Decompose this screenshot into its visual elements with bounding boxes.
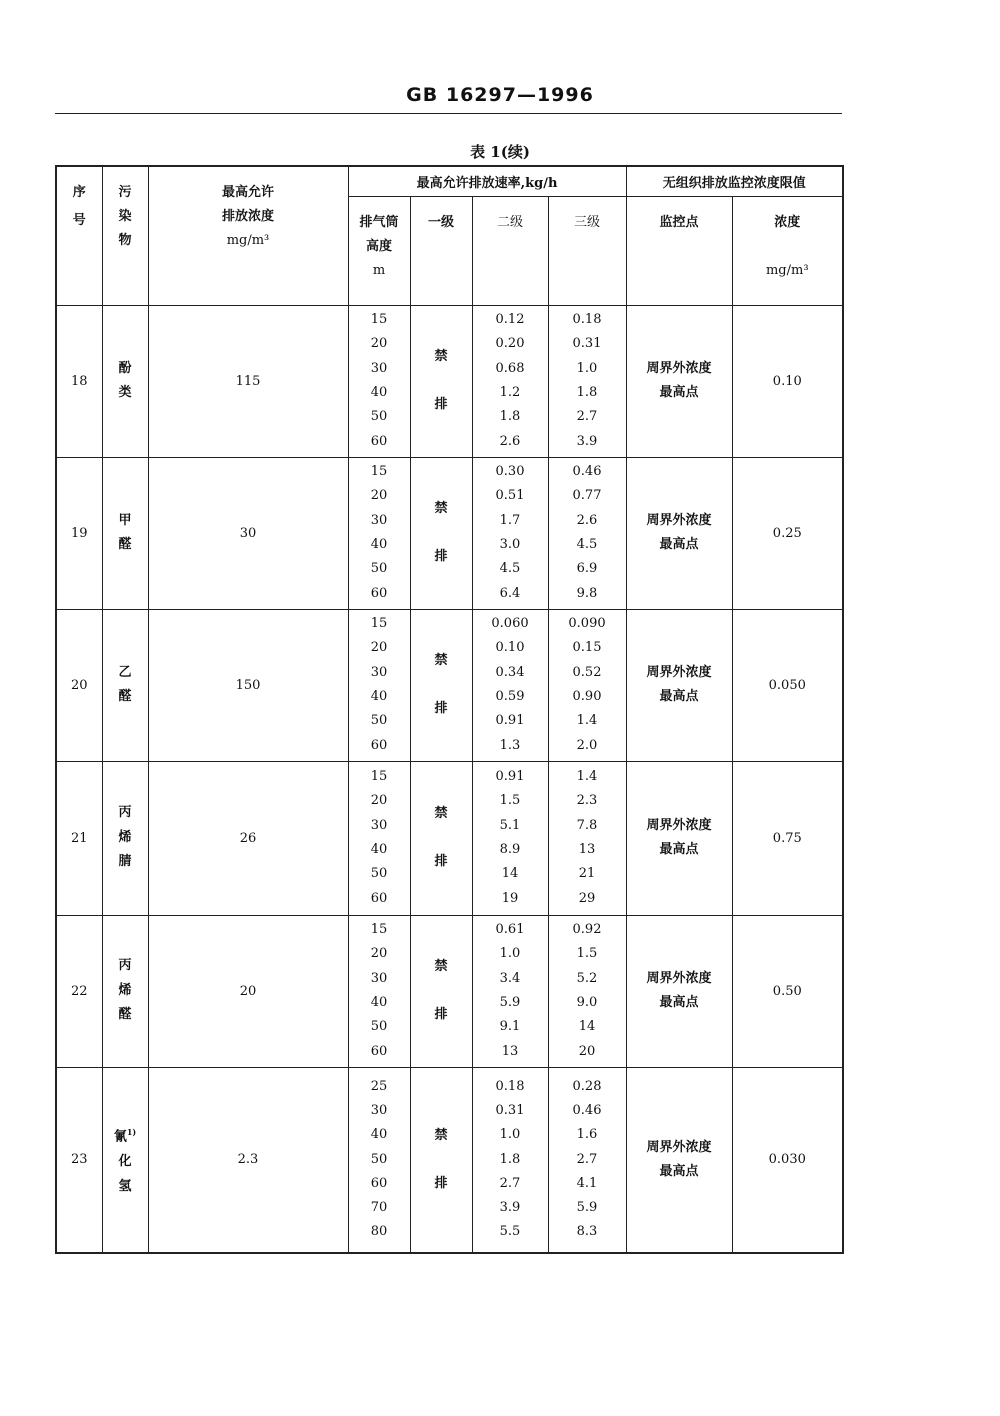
row-monitor-point bbox=[626, 609, 732, 761]
stack-height-value: 15 bbox=[370, 769, 388, 785]
stack-height-value: 40 bbox=[370, 689, 388, 704]
pollutant-char: 化 bbox=[118, 1154, 132, 1170]
monitor-point-line: 周界外浓度 bbox=[646, 818, 712, 833]
monitor-point-line: 最高点 bbox=[659, 995, 699, 1010]
row-level3 bbox=[548, 457, 626, 609]
level3-value: 0.90 bbox=[572, 689, 602, 704]
pollutant-char: 酚 bbox=[118, 360, 132, 376]
row-stack-heights bbox=[348, 761, 410, 915]
level2-value: 13 bbox=[501, 1043, 519, 1059]
row-level1 bbox=[410, 1067, 472, 1253]
pollutant-char: 乙 bbox=[118, 664, 132, 680]
level3-value: 4.5 bbox=[576, 537, 598, 552]
level2-value: 0.30 bbox=[495, 464, 525, 480]
level2-value: 1.0 bbox=[499, 1127, 521, 1143]
row-seq: 18 bbox=[56, 305, 102, 457]
row-stack-heights bbox=[348, 457, 410, 609]
level2-value: 1.8 bbox=[499, 409, 521, 425]
row-concentration: 0.050 bbox=[732, 609, 843, 761]
row-level1 bbox=[410, 609, 472, 761]
row-concentration: 0.50 bbox=[732, 915, 843, 1067]
level3-value: 1.4 bbox=[576, 769, 598, 785]
level2-value: 8.9 bbox=[499, 842, 521, 857]
header-level1: 一级 bbox=[410, 196, 472, 305]
stack-height-value: 60 bbox=[370, 433, 388, 449]
level1-char: 禁 bbox=[434, 959, 448, 974]
header-level3: 三级 bbox=[548, 196, 626, 305]
row-max-concentration: 30 bbox=[148, 457, 348, 609]
stack-height-value: 50 bbox=[370, 1019, 388, 1035]
row-level1 bbox=[410, 457, 472, 609]
level1-char: 禁 bbox=[434, 1127, 448, 1143]
level3-value: 0.52 bbox=[572, 664, 602, 680]
pollutant-char: 甲 bbox=[118, 512, 132, 528]
level2-value: 5.9 bbox=[499, 995, 521, 1010]
level3-value: 0.28 bbox=[572, 1078, 602, 1094]
header-max-concentration: 最高允许 排放浓度 mg/m³ bbox=[148, 166, 348, 305]
level3-value: 29 bbox=[578, 890, 596, 906]
table-row bbox=[56, 305, 843, 457]
level2-value: 1.7 bbox=[499, 512, 521, 528]
level2-value: 9.1 bbox=[499, 1019, 521, 1035]
level2-value: 14 bbox=[501, 866, 519, 882]
level3-value: 0.31 bbox=[572, 336, 602, 352]
stack-height-value: 40 bbox=[370, 842, 388, 857]
table-caption: 表 1(续) bbox=[470, 143, 530, 161]
stack-height-value: 40 bbox=[370, 1127, 388, 1143]
pollutant-char: 醛 bbox=[118, 689, 132, 704]
stack-height-value: 80 bbox=[370, 1224, 388, 1240]
stack-height-value: 60 bbox=[370, 1043, 388, 1059]
row-seq: 21 bbox=[56, 761, 102, 915]
level2-value: 2.7 bbox=[499, 1175, 521, 1191]
level3-value: 2.0 bbox=[576, 737, 598, 753]
level2-value: 0.91 bbox=[495, 769, 525, 785]
stack-height-value: 15 bbox=[370, 922, 388, 938]
table-row bbox=[56, 761, 843, 915]
level3-value: 0.18 bbox=[572, 312, 602, 328]
level3-value: 5.9 bbox=[576, 1200, 598, 1216]
stack-height-value: 50 bbox=[370, 713, 388, 729]
stack-height-value: 40 bbox=[370, 537, 388, 552]
level2-value: 0.68 bbox=[495, 360, 525, 376]
monitor-point-line: 最高点 bbox=[659, 842, 699, 857]
stack-height-value: 20 bbox=[370, 488, 388, 504]
header-stack-height: 排气筒 高度 m bbox=[348, 196, 410, 305]
level3-value: 2.3 bbox=[576, 793, 598, 809]
level1-char: 禁 bbox=[434, 501, 448, 516]
level2-value: 0.20 bbox=[495, 336, 525, 352]
row-seq: 22 bbox=[56, 915, 102, 1067]
pollutant-char: 氢 bbox=[118, 1178, 132, 1194]
level3-value: 9.0 bbox=[576, 995, 598, 1010]
stack-height-value: 30 bbox=[370, 970, 388, 986]
row-level3 bbox=[548, 915, 626, 1067]
table-row bbox=[56, 1067, 843, 1253]
row-pollutant bbox=[102, 457, 148, 609]
level1-char: 禁 bbox=[434, 653, 448, 668]
row-monitor-point bbox=[626, 457, 732, 609]
stack-height-value: 60 bbox=[370, 1175, 388, 1191]
header-rate-group: 最高允许排放速率,kg/h bbox=[348, 166, 626, 196]
stack-height-value: 30 bbox=[370, 512, 388, 528]
level3-value: 1.6 bbox=[576, 1127, 598, 1143]
monitor-point-line: 最高点 bbox=[659, 1163, 699, 1179]
stack-height-value: 60 bbox=[370, 737, 388, 753]
stack-height-value: 40 bbox=[370, 385, 388, 400]
row-max-concentration: 26 bbox=[148, 761, 348, 915]
stack-height-value: 30 bbox=[370, 817, 388, 833]
level2-value: 0.59 bbox=[495, 689, 525, 704]
row-concentration: 0.10 bbox=[732, 305, 843, 457]
pollutant-char: 烯 bbox=[118, 982, 132, 998]
row-seq: 23 bbox=[56, 1067, 102, 1253]
monitor-point-line: 最高点 bbox=[659, 689, 699, 704]
level2-value: 0.10 bbox=[495, 640, 525, 656]
header-seq: 序 号 bbox=[56, 166, 102, 305]
level2-value: 1.8 bbox=[499, 1151, 521, 1167]
level3-value: 8.3 bbox=[576, 1224, 598, 1240]
table-row bbox=[56, 609, 843, 761]
level2-value: 3.9 bbox=[499, 1200, 521, 1216]
level3-value: 2.6 bbox=[576, 512, 598, 528]
stack-height-value: 60 bbox=[370, 585, 388, 601]
monitor-point-line: 最高点 bbox=[659, 385, 699, 400]
row-level2 bbox=[472, 1067, 548, 1253]
emission-limits-table bbox=[55, 165, 844, 1254]
row-pollutant bbox=[102, 609, 148, 761]
stack-height-value: 70 bbox=[370, 1200, 388, 1216]
row-pollutant bbox=[102, 305, 148, 457]
level3-value: 9.8 bbox=[576, 585, 598, 601]
header-level2: 二级 bbox=[472, 196, 548, 305]
level3-value: 2.7 bbox=[576, 1151, 598, 1167]
monitor-point-line: 周界外浓度 bbox=[646, 361, 712, 376]
level3-value: 7.8 bbox=[576, 817, 598, 833]
pollutant-char: 丙 bbox=[118, 805, 132, 821]
level3-value: 0.77 bbox=[572, 488, 602, 504]
level2-value: 4.5 bbox=[499, 561, 521, 577]
level1-char: 排 bbox=[434, 549, 448, 564]
stack-height-value: 15 bbox=[370, 312, 388, 328]
monitor-point-line: 周界外浓度 bbox=[646, 1139, 712, 1155]
level1-char: 排 bbox=[434, 701, 448, 716]
monitor-point-line: 周界外浓度 bbox=[646, 665, 712, 680]
pollutant-char-text: 氰 bbox=[113, 1129, 127, 1145]
row-stack-heights bbox=[348, 305, 410, 457]
level2-value: 0.91 bbox=[495, 713, 525, 729]
level2-value: 0.12 bbox=[495, 312, 525, 328]
monitor-point-line: 周界外浓度 bbox=[646, 971, 712, 986]
level3-value: 1.5 bbox=[576, 946, 598, 962]
level2-value: 0.18 bbox=[495, 1078, 525, 1094]
level3-value: 0.46 bbox=[572, 1103, 602, 1118]
level3-value: 13 bbox=[578, 842, 596, 857]
row-monitor-point bbox=[626, 915, 732, 1067]
pollutant-char: 丙 bbox=[118, 958, 132, 974]
level2-value: 0.51 bbox=[495, 488, 525, 504]
pollutant-char: 腈 bbox=[118, 854, 132, 870]
stack-height-value: 50 bbox=[370, 866, 388, 882]
level2-value: 6.4 bbox=[499, 585, 521, 601]
row-level3 bbox=[548, 761, 626, 915]
level1-char: 排 bbox=[434, 397, 448, 412]
stack-height-value: 25 bbox=[370, 1078, 388, 1094]
stack-height-value: 20 bbox=[370, 336, 388, 352]
row-seq: 19 bbox=[56, 457, 102, 609]
row-pollutant bbox=[102, 1067, 148, 1253]
stack-height-value: 15 bbox=[370, 464, 388, 480]
row-monitor-point bbox=[626, 305, 732, 457]
stack-height-value: 40 bbox=[370, 995, 388, 1010]
level2-value: 1.2 bbox=[499, 385, 521, 400]
row-stack-heights bbox=[348, 609, 410, 761]
level2-value: 5.5 bbox=[499, 1224, 521, 1240]
level1-char: 排 bbox=[434, 1175, 448, 1191]
level2-value: 0.31 bbox=[495, 1103, 525, 1118]
row-stack-heights bbox=[348, 1067, 410, 1253]
table-row bbox=[56, 457, 843, 609]
row-max-concentration: 2.3 bbox=[148, 1067, 348, 1253]
row-concentration: 0.25 bbox=[732, 457, 843, 609]
level2-value: 1.0 bbox=[499, 946, 521, 962]
level2-value: 1.5 bbox=[499, 793, 521, 809]
level1-char: 禁 bbox=[434, 349, 448, 364]
row-level1 bbox=[410, 305, 472, 457]
row-concentration: 0.030 bbox=[732, 1067, 843, 1253]
level3-value: 6.9 bbox=[576, 561, 598, 577]
level2-value: 1.3 bbox=[499, 737, 521, 753]
stack-height-value: 20 bbox=[370, 640, 388, 656]
stack-height-value: 30 bbox=[370, 1103, 388, 1118]
level2-value: 19 bbox=[501, 890, 519, 906]
pollutant-char bbox=[103, 1120, 148, 1150]
header-pollutant: 污 染 物 bbox=[102, 166, 148, 305]
table-body bbox=[56, 305, 843, 1253]
row-level1 bbox=[410, 915, 472, 1067]
document-code: GB 16297—1996 bbox=[406, 84, 594, 106]
pollutant-char: 烯 bbox=[118, 829, 132, 845]
level2-value: 5.1 bbox=[499, 817, 521, 833]
level2-value: 0.34 bbox=[495, 664, 525, 680]
level2-value: 0.61 bbox=[495, 922, 525, 938]
level3-value: 21 bbox=[578, 866, 596, 882]
stack-height-value: 15 bbox=[370, 616, 388, 632]
level1-char: 排 bbox=[434, 854, 448, 869]
row-level1 bbox=[410, 761, 472, 915]
level3-value: 14 bbox=[578, 1019, 596, 1035]
level2-value: 2.6 bbox=[499, 433, 521, 449]
row-level2 bbox=[472, 305, 548, 457]
row-monitor-point bbox=[626, 1067, 732, 1253]
table-row bbox=[56, 915, 843, 1067]
level2-value: 3.0 bbox=[499, 537, 521, 552]
row-seq: 20 bbox=[56, 609, 102, 761]
row-max-concentration: 150 bbox=[148, 609, 348, 761]
pollutant-char: 醛 bbox=[118, 1007, 132, 1023]
row-level2 bbox=[472, 761, 548, 915]
level3-value: 2.7 bbox=[576, 409, 598, 425]
level3-value: 0.15 bbox=[572, 640, 602, 656]
header-monitor-point: 监控点 bbox=[626, 196, 732, 305]
monitor-point-line: 周界外浓度 bbox=[646, 513, 712, 528]
row-max-concentration: 115 bbox=[148, 305, 348, 457]
level3-value: 0.92 bbox=[572, 922, 602, 938]
level3-value: 3.9 bbox=[576, 433, 598, 449]
level3-value: 4.1 bbox=[576, 1175, 598, 1191]
level3-value: 0.090 bbox=[568, 616, 606, 632]
stack-height-value: 30 bbox=[370, 360, 388, 376]
stack-height-value: 20 bbox=[370, 946, 388, 962]
row-level2 bbox=[472, 457, 548, 609]
row-concentration: 0.75 bbox=[732, 761, 843, 915]
level3-value: 1.0 bbox=[576, 360, 598, 376]
level2-value: 3.4 bbox=[499, 970, 521, 986]
monitor-point-line: 最高点 bbox=[659, 537, 699, 552]
stack-height-value: 50 bbox=[370, 561, 388, 577]
row-level2 bbox=[472, 915, 548, 1067]
level3-value: 1.8 bbox=[576, 385, 598, 400]
row-level2 bbox=[472, 609, 548, 761]
level1-char: 禁 bbox=[434, 806, 448, 821]
row-monitor-point bbox=[626, 761, 732, 915]
level2-value: 0.060 bbox=[491, 616, 529, 632]
header-rule bbox=[55, 113, 842, 114]
pollutant-char: 类 bbox=[118, 385, 132, 400]
level3-value: 0.46 bbox=[572, 464, 602, 480]
stack-height-value: 60 bbox=[370, 890, 388, 906]
stack-height-value: 50 bbox=[370, 409, 388, 425]
level3-value: 5.2 bbox=[576, 970, 598, 986]
level1-char: 排 bbox=[434, 1007, 448, 1022]
header-concentration: 浓度 mg/m³ bbox=[732, 196, 843, 305]
header-fugitive-group: 无组织排放监控浓度限值 bbox=[626, 166, 843, 196]
row-stack-heights bbox=[348, 915, 410, 1067]
level3-value: 20 bbox=[578, 1043, 596, 1059]
row-level3 bbox=[548, 305, 626, 457]
row-level3 bbox=[548, 609, 626, 761]
pollutant-char: 醛 bbox=[118, 537, 132, 552]
stack-height-value: 30 bbox=[370, 664, 388, 680]
row-pollutant bbox=[102, 915, 148, 1067]
level3-value: 1.4 bbox=[576, 713, 598, 729]
row-pollutant bbox=[102, 761, 148, 915]
stack-height-value: 20 bbox=[370, 793, 388, 809]
stack-height-value: 50 bbox=[370, 1151, 388, 1167]
row-level3 bbox=[548, 1067, 626, 1253]
footnote-mark: 1) bbox=[126, 1127, 137, 1138]
row-max-concentration: 20 bbox=[148, 915, 348, 1067]
